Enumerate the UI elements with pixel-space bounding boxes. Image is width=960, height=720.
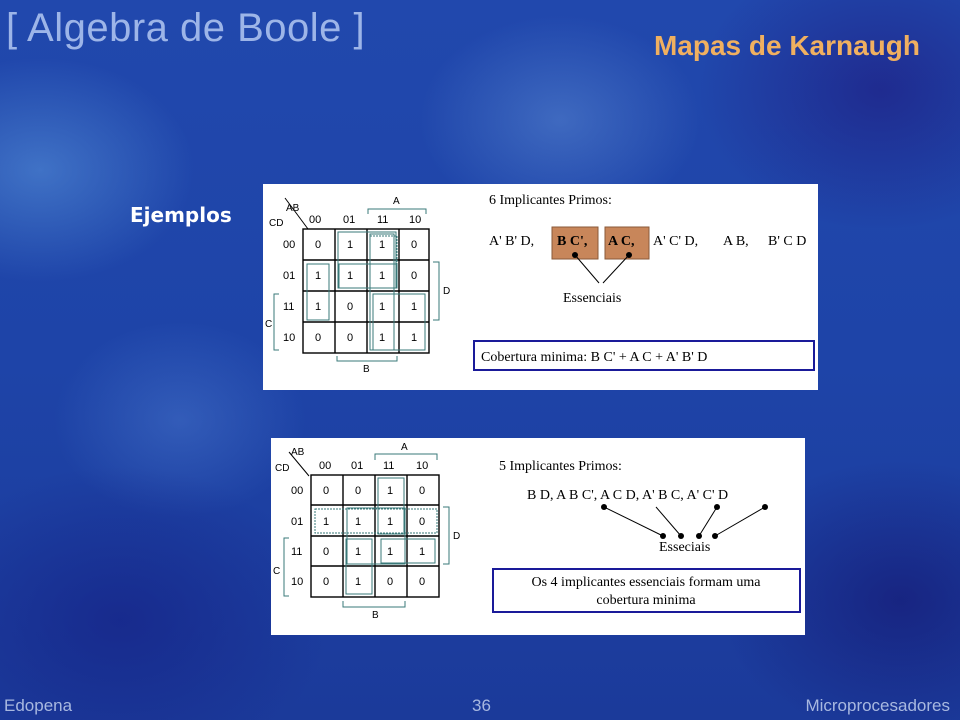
kmap2-a-label: A: [401, 442, 408, 453]
slide-subtitle: Mapas de Karnaugh: [653, 30, 920, 61]
kmap1-b-label: B: [363, 364, 370, 375]
footer-page-number: 36: [472, 696, 491, 715]
footer-author: Edopena: [4, 696, 73, 715]
kmap2-ab-label: AB: [291, 447, 305, 458]
kmap1-col-header: 01: [343, 214, 356, 226]
kmap1-cell: 1: [379, 332, 386, 344]
prime-implicant: A' C' D,: [653, 234, 699, 249]
kmap1-cell: 0: [411, 239, 418, 251]
kmap1-row-header: 00: [283, 239, 296, 251]
kmap2-col-header: 10: [416, 460, 429, 472]
kmap2-b-label: B: [372, 610, 379, 621]
kmap2-row-header: 00: [291, 485, 304, 497]
kmap2-cell: 0: [419, 576, 426, 588]
kmap1-col-header: 11: [377, 214, 389, 226]
example2-figure: [271, 438, 805, 635]
conclusion-line2: cobertura minima: [596, 593, 696, 608]
kmap1-cell: 1: [315, 270, 322, 282]
kmap2-cell: 1: [419, 546, 426, 558]
kmap2-cell: 0: [355, 485, 362, 497]
prime-implicants-line: B D, A B C', A C D, A' B C, A' C' D: [527, 488, 729, 503]
kmap1-row-header: 10: [283, 332, 296, 344]
kmap1-ab-label: AB: [286, 203, 300, 214]
essential-label: Essenciais: [563, 291, 622, 306]
kmap2-cell: 1: [387, 516, 394, 528]
example1-figure: [263, 184, 818, 390]
kmap1-col-header: 10: [409, 214, 422, 226]
prime-implicant: A' B' D,: [489, 234, 535, 249]
example1-panel: [263, 184, 818, 390]
kmap2-cell: 0: [323, 546, 330, 558]
kmap2-cell: 1: [387, 485, 394, 497]
kmap2-cell: 0: [323, 576, 330, 588]
kmap2-col-header: 00: [319, 460, 332, 472]
kmap1-cell: 0: [315, 332, 322, 344]
kmap2-col-header: 01: [351, 460, 364, 472]
kmap2-cell: 0: [419, 516, 426, 528]
kmap1-cell: 1: [347, 239, 354, 251]
kmap2-row-header: 10: [291, 576, 304, 588]
kmap1-c-label: C: [265, 319, 273, 330]
kmap2-cell: 1: [387, 546, 394, 558]
kmap1-cell: 1: [315, 301, 322, 313]
kmap2-cd-label: CD: [275, 463, 290, 474]
prime-implicant: B' C D: [768, 234, 807, 249]
kmap1-cell: 1: [347, 270, 354, 282]
kmap1-cell: 1: [411, 301, 418, 313]
kmap1-a-label: A: [393, 196, 400, 207]
kmap2-d-label: D: [453, 531, 461, 542]
kmap2-row-header: 01: [291, 516, 304, 528]
kmap1-d-label: D: [443, 286, 451, 297]
kmap1-cell: 1: [411, 332, 418, 344]
kmap1-cd-label: CD: [269, 218, 284, 229]
prime-implicant-essential: B C',: [557, 234, 588, 249]
kmap2-cell: 0: [387, 576, 394, 588]
section-label: Ejemplos: [130, 203, 232, 227]
prime-implicant: A B,: [723, 234, 749, 249]
footer-course: Microprocesadores: [805, 696, 950, 715]
kmap1-cell: 0: [347, 332, 354, 344]
kmap1-cell: 1: [379, 239, 386, 251]
essential-label: Esseciais: [659, 540, 711, 555]
kmap1-cell: 0: [315, 239, 322, 251]
kmap2-cell: 1: [323, 516, 330, 528]
kmap2-cell: 1: [355, 546, 362, 558]
kmap1-cell: 1: [379, 270, 386, 282]
kmap1-cell: 0: [347, 301, 354, 313]
kmap2-cell: 1: [355, 516, 362, 528]
example2-panel: [271, 438, 805, 635]
slide-title: [ Algebra de Boole ]: [6, 6, 366, 50]
example1-heading: 6 Implicantes Primos:: [489, 193, 612, 208]
kmap2-cell: 0: [323, 485, 330, 497]
kmap1-cell: 1: [379, 301, 386, 313]
kmap2-c-label: C: [273, 566, 281, 577]
kmap2-cell: 0: [419, 485, 426, 497]
kmap1-row-header: 11: [283, 301, 295, 313]
kmap2-col-header: 11: [383, 460, 395, 472]
kmap1-cell: 0: [411, 270, 418, 282]
essential-connectors: [604, 507, 765, 536]
kmap1-col-header: 00: [309, 214, 322, 226]
conclusion-line1: Os 4 implicantes essenciais formam uma: [531, 575, 761, 590]
kmap2-row-header: 11: [291, 546, 303, 558]
kmap1-row-header: 01: [283, 270, 296, 282]
prime-implicant-essential: A C,: [608, 234, 635, 249]
coverage-text: Cobertura minima: B C' + A C + A' B' D: [481, 350, 708, 365]
kmap2-cell: 1: [355, 576, 362, 588]
example2-heading: 5 Implicantes Primos:: [499, 459, 622, 474]
